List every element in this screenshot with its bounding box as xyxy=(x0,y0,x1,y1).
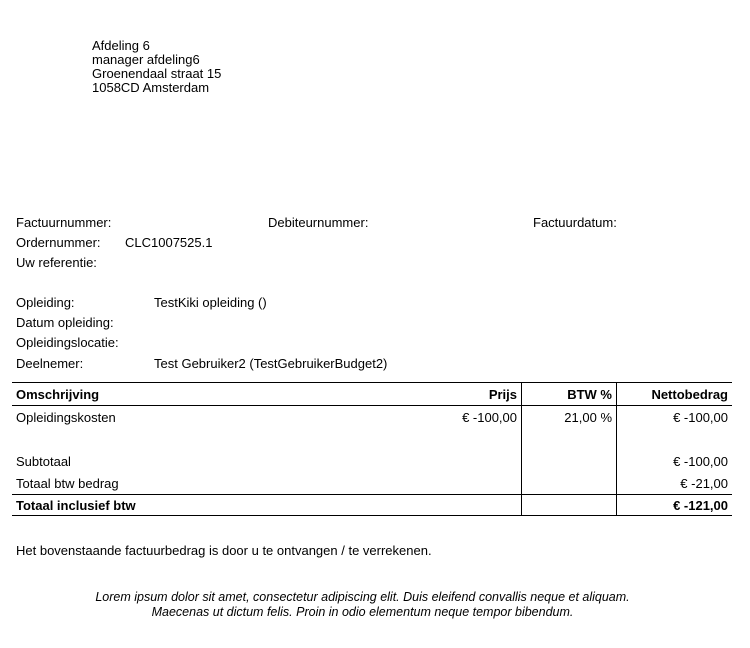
invoice-lines-table xyxy=(12,382,732,516)
empty-cell xyxy=(418,495,522,516)
training-value: TestKiki opleiding () xyxy=(154,295,267,310)
table-header-row xyxy=(12,383,732,406)
training-label: Opleiding: xyxy=(16,295,75,310)
empty-cell xyxy=(418,450,522,472)
header-net-amount: Nettobedrag xyxy=(617,383,733,406)
address-manager: manager afdeling6 xyxy=(92,52,200,67)
address-postal-city: 1058CD Amsterdam xyxy=(92,80,210,95)
invoice-date-label: Factuurdatum: xyxy=(533,215,617,230)
subtotal-row xyxy=(12,450,732,472)
empty-cell xyxy=(522,495,617,516)
spacer-cell xyxy=(617,428,733,450)
subtotal-label: Subtotaal xyxy=(16,453,71,469)
invoice-number-label: Factuurnummer: xyxy=(16,215,112,230)
spacer-cell xyxy=(12,428,418,450)
grand-total-row xyxy=(12,495,732,516)
participant-label: Deelnemer: xyxy=(16,356,84,371)
row-price: € -100,00 xyxy=(418,406,522,429)
order-number-label: Ordernummer: xyxy=(16,235,101,250)
subtotal-value: € -100,00 xyxy=(673,453,728,469)
spacer-cell xyxy=(418,428,522,450)
order-number-value: CLC1007525.1 xyxy=(125,235,213,250)
reference-label: Uw referentie: xyxy=(16,255,97,270)
recipient-address xyxy=(92,39,221,95)
table-row xyxy=(12,406,732,429)
row-net-amount: € -100,00 xyxy=(673,409,728,425)
vat-total-value: € -21,00 xyxy=(680,475,728,491)
header-vat-pct: BTW % xyxy=(522,383,617,406)
address-department: Afdeling 6 xyxy=(92,38,150,53)
empty-cell xyxy=(418,472,522,495)
footer-line-2: Maecenas ut dictum felis. Proin in odio elementum neque tempor bibendum. xyxy=(151,605,574,619)
spacer-cell xyxy=(522,428,617,450)
grand-total-value: € -121,00 xyxy=(617,495,733,516)
payment-notice: Het bovenstaande factuurbedrag is door u te ontvangen / te verrekenen. xyxy=(16,543,432,558)
header-price: Prijs xyxy=(418,383,522,406)
empty-cell xyxy=(522,450,617,472)
table-spacer-row xyxy=(12,428,732,450)
training-date-label: Datum opleiding: xyxy=(16,315,114,330)
vat-total-row xyxy=(12,472,732,495)
training-location-label: Opleidingslocatie: xyxy=(16,335,119,350)
participant-value: Test Gebruiker2 (TestGebruikerBudget2) xyxy=(154,356,388,371)
grand-total-label: Totaal inclusief btw xyxy=(12,495,418,516)
footer-text xyxy=(0,590,725,620)
address-street: Groenendaal straat 15 xyxy=(92,66,222,81)
header-description: Omschrijving xyxy=(12,383,418,406)
empty-cell xyxy=(522,472,617,495)
row-description: Opleidingskosten xyxy=(16,409,116,425)
footer-line-1: Lorem ipsum dolor sit amet, consectetur adipiscing elit. Duis eleifend convallis neque et aliquam. xyxy=(95,590,630,604)
debtor-number-label: Debiteurnummer: xyxy=(268,215,369,230)
row-vat-pct: 21,00 % xyxy=(522,406,617,429)
vat-total-label: Totaal btw bedrag xyxy=(16,475,119,491)
